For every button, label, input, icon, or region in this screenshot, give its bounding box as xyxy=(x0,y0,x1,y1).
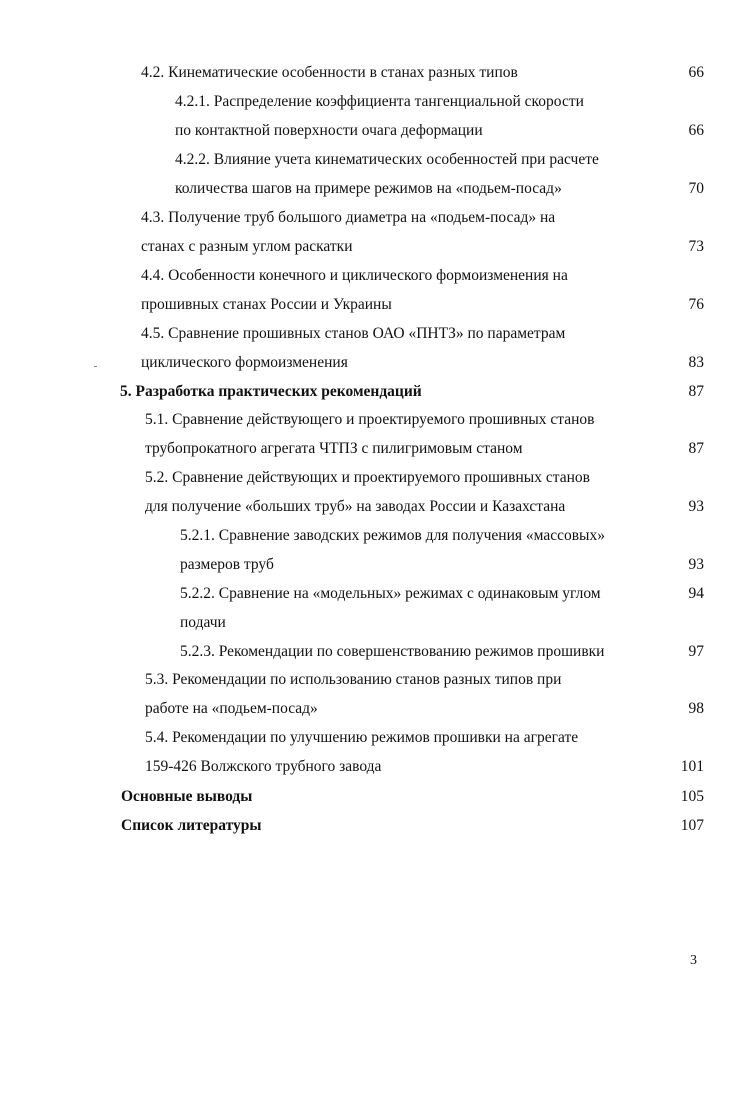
toc-entry-4-4-title-line1: 4.4. Особенности конечного и циклического формоизменения на xyxy=(141,267,568,284)
page-number: 3 xyxy=(690,953,697,968)
toc-entry-4-4-title-line2: прошивных станах России и Украины xyxy=(141,296,392,313)
toc-entry-4-5-page: 83 xyxy=(688,354,704,371)
toc-entry-5-3-title-line2: работе на «подьем-посад» xyxy=(145,700,318,717)
toc-entry-5-4-title-line1: 5.4. Рекомендации по улучшению режимов прошивки на агрегате xyxy=(145,729,579,746)
toc-entry-5-1-title-line1: 5.1. Сравнение действующего и проектируемого прошивных станов xyxy=(145,411,595,428)
toc-entry-5-2-title-line2: для получение «больших труб» на заводах России и Казахстана xyxy=(145,498,566,515)
toc-entry-4-2-1-title-line1: 4.2.1. Распределение коэффициента тангенциальной скорости xyxy=(175,93,584,110)
toc-entry-5-2-1-title-line1: 5.2.1. Сравнение заводских режимов для получения «массовых» xyxy=(180,527,605,544)
toc-entry-5-page: 87 xyxy=(688,383,704,400)
toc-entry-4-3-page: 73 xyxy=(688,238,704,255)
toc-entry-5-2-page: 93 xyxy=(688,498,704,515)
toc-entry-4-2-title: 4.2. Кинематические особенности в станах разных типов xyxy=(141,64,518,81)
toc-entry-5-2-1-title-line2: размеров труб xyxy=(180,556,274,573)
toc-entry-5-2-1-page: 93 xyxy=(688,556,704,573)
toc-entry-5-3-title-line1: 5.3. Рекомендации по использованию станов разных типов при xyxy=(145,671,562,688)
toc-entry-4-2-1-title-line2: по контактной поверхности очага деформации xyxy=(175,122,483,139)
toc-entry-5-title: 5. Разработка практических рекомендаций xyxy=(120,383,422,400)
toc-entry-4-2-2-title-line2: количества шагов на примере режимов на «подьем-посад» xyxy=(175,180,562,197)
toc-entry-5-2-2-title-line1: 5.2.2. Сравнение на «модельных» режимах с одинаковым углом xyxy=(180,585,601,602)
toc-entry-conclusions-title: Основные выводы xyxy=(121,788,253,805)
toc-entry-5-2-3-title: 5.2.3. Рекомендации по совершенствованию режимов прошивки xyxy=(180,643,605,660)
toc-entry-4-5-title-line2: циклического формоизменения xyxy=(141,354,348,371)
scan-speck xyxy=(94,366,97,367)
toc-entry-4-4-page: 76 xyxy=(688,296,704,313)
toc-entry-4-3-title-line1: 4.3. Получение труб большого диаметра на «подьем-посад» на xyxy=(141,209,556,226)
toc-entry-5-2-3-page: 97 xyxy=(688,643,704,660)
toc-entry-references-page: 107 xyxy=(680,817,704,834)
toc-entry-5-3-page: 98 xyxy=(688,700,704,717)
toc-entry-5-4-page: 101 xyxy=(680,758,704,775)
toc-entry-4-2-page: 66 xyxy=(688,64,704,81)
toc-entry-references-title: Список литературы xyxy=(121,817,262,834)
toc-entry-conclusions-page: 105 xyxy=(680,788,704,805)
toc-entry-4-5-title-line1: 4.5. Сравнение прошивных станов ОАО «ПНТЗ» по параметрам xyxy=(141,325,566,342)
toc-entry-5-2-2-page: 94 xyxy=(688,585,704,602)
toc-entry-4-2-1-page: 66 xyxy=(688,122,704,139)
toc-entry-4-2-2-page: 70 xyxy=(688,180,704,197)
toc-entry-4-2-2-title-line1: 4.2.2. Влияние учета кинематических особенностей при расчете xyxy=(175,151,599,168)
toc-entry-5-4-title-line2: 159-426 Волжского трубного завода xyxy=(145,758,382,775)
toc-entry-5-1-page: 87 xyxy=(688,440,704,457)
toc-entry-5-2-2-title-line2: подачи xyxy=(180,614,226,631)
toc-entry-5-2-title-line1: 5.2. Сравнение действующих и проектируемого прошивных станов xyxy=(145,469,590,486)
toc-entry-5-1-title-line2: трубопрокатного агрегата ЧТПЗ с пилигримовым станом xyxy=(145,440,523,457)
toc-entry-4-3-title-line2: станах с разным углом раскатки xyxy=(141,238,353,255)
